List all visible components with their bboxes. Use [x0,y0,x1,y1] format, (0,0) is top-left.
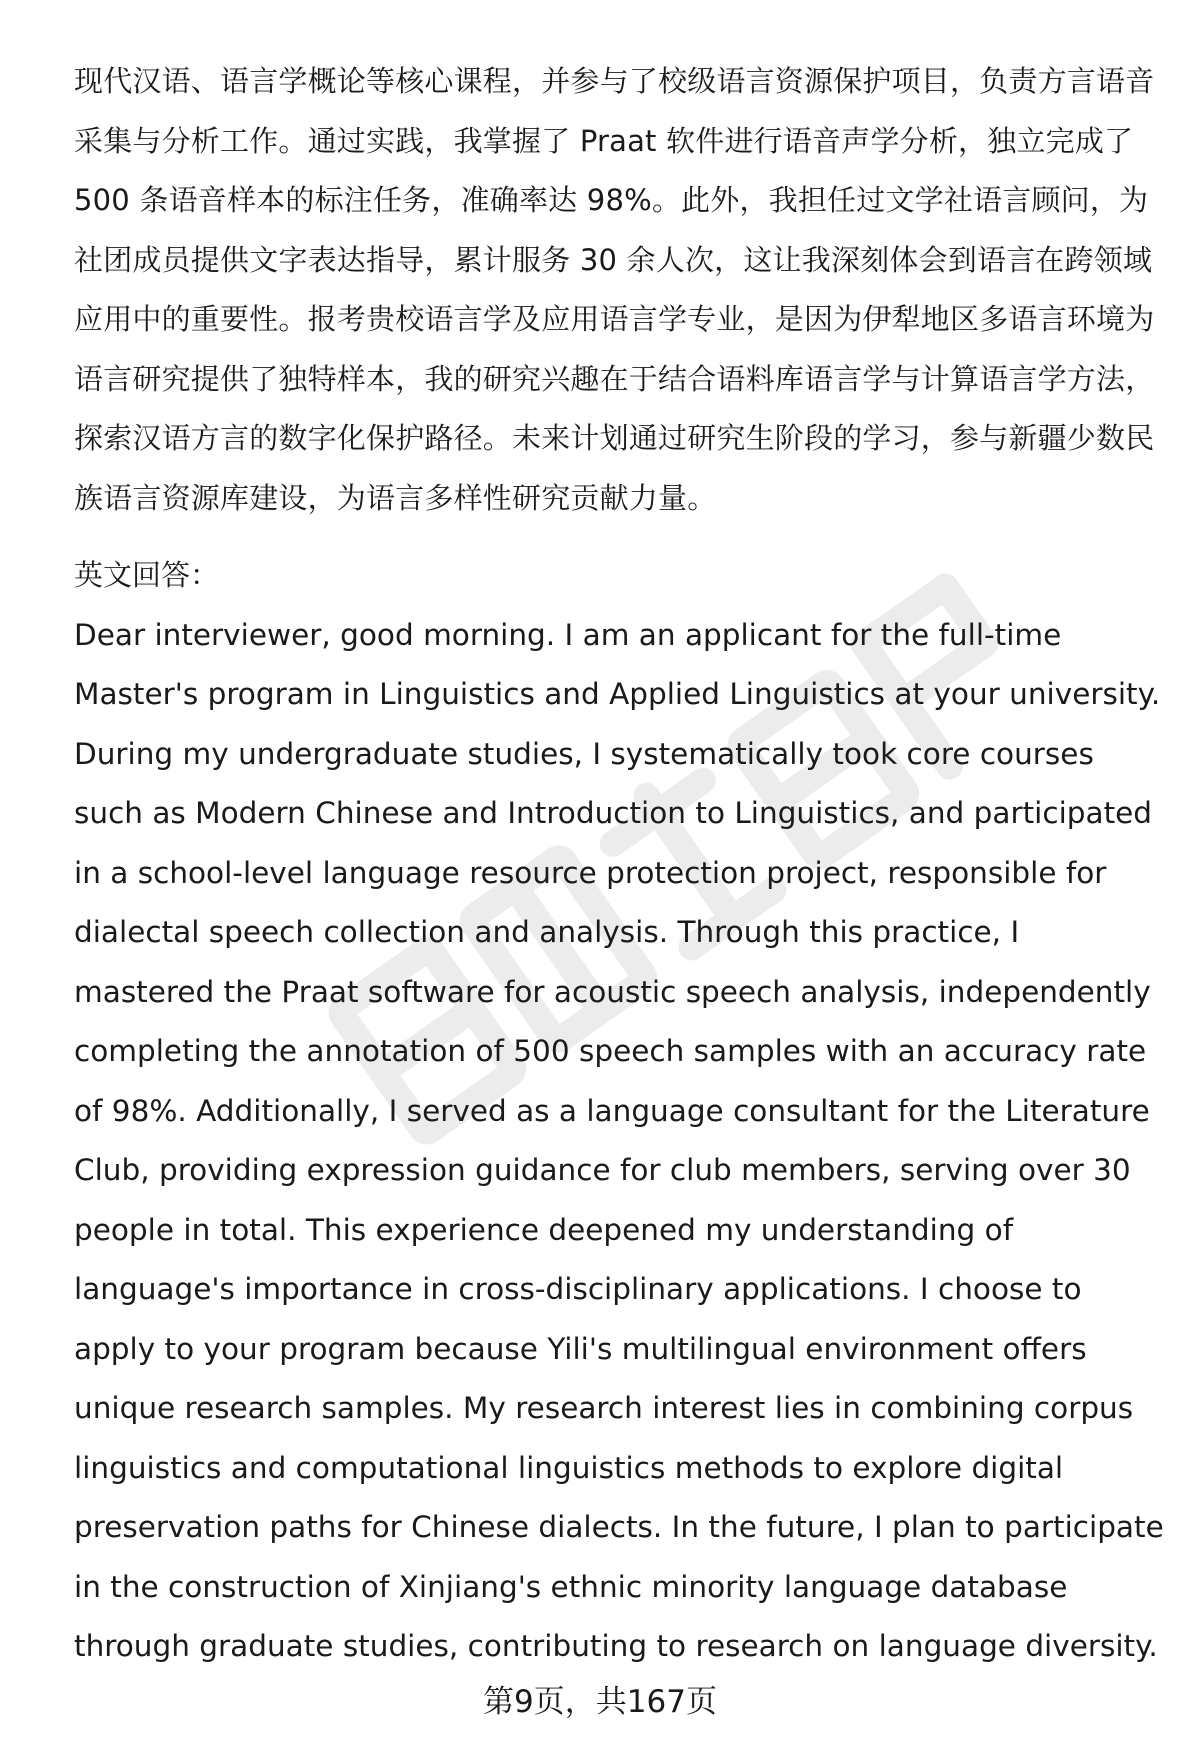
chinese-answer-paragraph: 现代汉语、语言学概论等核心课程，并参与了校级语言资源保护项目，负责方言语音采集与分析工作。通过实践，我掌握了 Praat 软件进行语音声学分析，独立完成了 500 条语音样本的标注任务，准确率达 98%。此外，我担任过文学社语言顾问，为社团成员提供文字表达指导，累计服务 30 余人次，这让我深刻体会到语言在跨领域应用中的重要性。报考贵校语言学及应用语言学专业，是因为伊犁地区多语言环境为语言研究提供了独特样本，我的研究兴趣在于结合语料库语言学与计算语言学方法，探索汉语方言的数字化保护路径。未来计划通过研究生阶段的学习，参与新疆少数民族语言资源库建设，为语言多样性研究贡献力量。 [74,64,1155,515]
document-page [74,52,1166,1677]
page-number-footer: 第9页，共167页 [483,1684,717,1720]
english-answer-paragraph: Dear interviewer, good morning. I am an applicant for the full-time Master's program in Linguistics and Applied Linguistics at your university. During my undergraduate studies, I systematically took core courses such as Modern Chinese and Introduction to Linguistics, and participated in a school-level language resource protection project, responsible for dialectal speech collection and analysis. Through this practice, I mastered the Praat software for acoustic speech analysis, independently completing the annotation of 500 speech samples with an accuracy rate of 98%. Additionally, I served as a language consultant for the Literature Club, providing expression guidance for club members, serving over 30 people in total. This experience deepened my understanding of language's importance in cross-disciplinary applications. I choose to apply to your program because Yili's multilingual environment offers unique research samples. My research interest lies in combining corpus linguistics and computational linguistics methods to explore digital preservation paths for Chinese dialects. In the future, I plan to participate in the construction of Xinjiang's ethnic minority language database through graduate studies, contributing to research on language diversity. [74,617,1164,1663]
english-answer-label: 英文回答： [74,558,220,592]
